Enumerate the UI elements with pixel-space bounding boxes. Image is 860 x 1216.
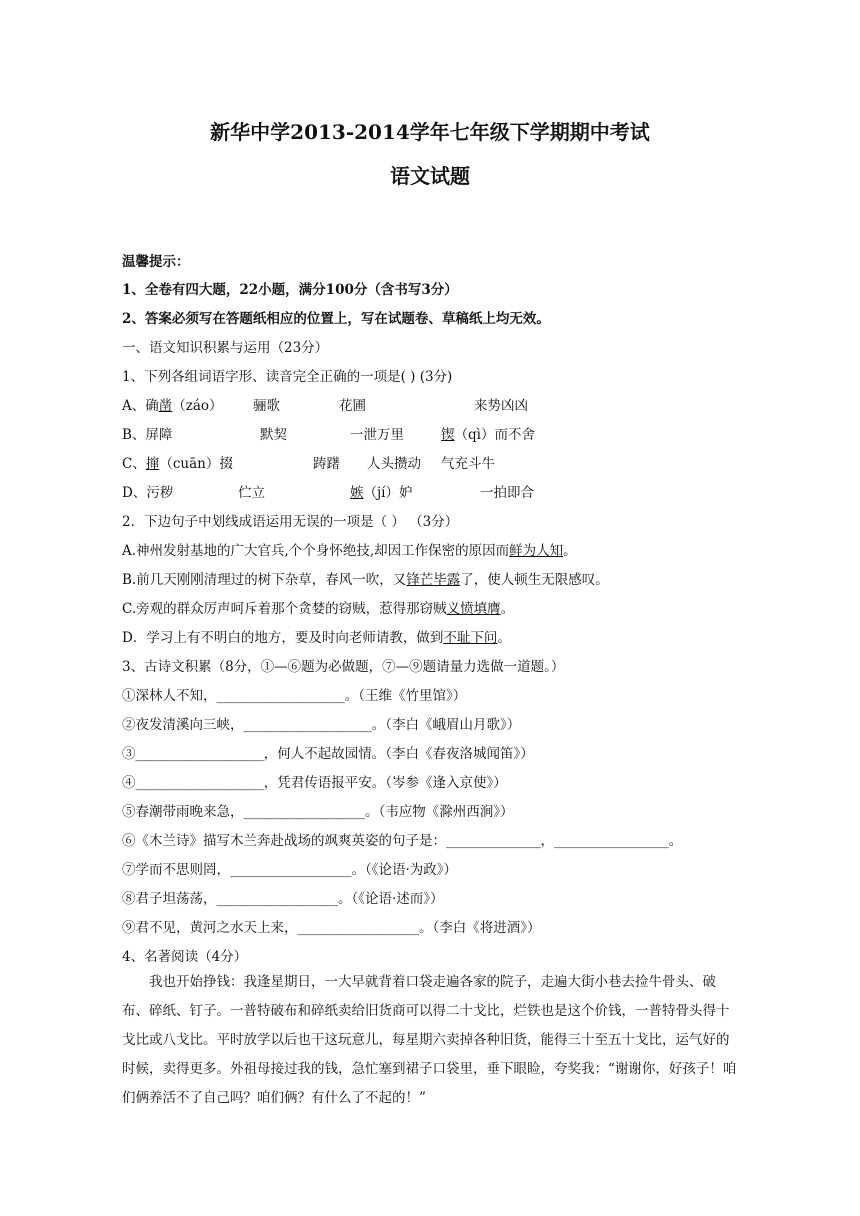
exam-page: 新华中学2013-2014学年七年级下学期期中考试 语文试题 温馨提示： 1、全卷有四大题，22小题，满分100分（含书写3分） 2、答案必须写在答题纸相应的位置上，写在试题卷、草稿纸上均无效。 一、语文知识积累与运用（23分） 1、下列各组词语字形、读音完全正确的一项是( ) (3分) A、确凿（záo） 骊歌 花圃 来势凶凶 B、屏障 默契 一泄万里 锲（qì）而不舍 C、撺（cuān）掇 踌躇 人头攒动 气充斗牛 D、污秽 伫立 嫉（jí）妒 一拍即合 2．下边句子中划线成语运用无误的一项是（ ） （3分） A.神州发射基地的广大官兵,个个身怀绝技,却因工作保密的原因而鲜为人知。 B.前几天刚刚清理过的树下杂草，春风一吹，又锋芒毕露了，使人顿生无限感叹。 C.旁观的群众厉声呵斥着那个贪婪的窃贼，惹得那窃贼义愤填膺。 D．学习上有不明白的地方，要及时向老师请教，做到不耻下问。 3、古诗文积累（8分，①—⑥题为必做题，⑦—⑨题请量力选做一道题。） ①深林人不知，___________________。（王维《竹里馆》） ②夜发清溪向三峡，___________________。（李白《峨眉山月歌》） ③___________________，何人不起故园情。（李白《春夜洛城闻笛》） ④___________________，凭君传语报平安。（岑参《逢入京使》） ⑤春潮带雨晚来急，__________________。（韦应物《滁州西涧》） ⑥《木兰诗》描写木兰奔赴战场的飒爽英姿的句子是：______________，_________________。 ⑦学而不思则罔，__________________。（《论语·为政》） ⑧君子坦荡荡，__________________。（《论语·述而》） ⑨君不见，黄河之水天上来，__________________。（李白《将进酒》） 4、名著阅读（4分） 我也开始挣钱：我逢星期日，一大早就背着口袋走遍各家的院子，走遍大街小巷去捡牛骨头、破布、碎纸、钉子。一普特破布和碎纸卖给旧货商可以得二十戈比，烂铁也是这个价钱，一普特骨头得十戈比或八戈比。平时放学以后也干这玩意儿，每星期六卖掉各种旧货，能得三十至五十戈比，运气好的时候，卖得更多。外祖母接过我的钱，急忙塞到裙子口袋里，垂下眼睑，夸奖我：“谢谢你，好孩子！咱们俩养活不了自己吗？咱们俩？有什么了不起的！”: [0, 0, 860, 1216]
q2-option-b: B.前几天刚刚清理过的树下杂草，春风一吹，又锋芒毕露了，使人顿生无限感叹。: [122, 572, 609, 588]
q2-option-d: D．学习上有不明白的地方，要及时向老师请教，做到不耻下问。: [122, 630, 511, 646]
tips-item-2: 2、答案必须写在答题纸相应的位置上，写在试题卷、草稿纸上均无效。: [122, 311, 550, 327]
tips-heading: 温馨提示：: [122, 254, 190, 270]
q3-stem: 3、古诗文积累（8分，①—⑥题为必做题，⑦—⑨题请量力选做一道题。）: [122, 659, 565, 675]
q3-item: ⑧君子坦荡荡，__________________。（《论语·述而》）: [122, 891, 444, 907]
tips-item-1: 1、全卷有四大题，22小题，满分100分（含书写3分）: [122, 282, 458, 298]
q2-option-a: A.神州发射基地的广大官兵,个个身怀绝技,却因工作保密的原因而鲜为人知。: [122, 543, 577, 559]
q3-item: ④___________________，凭君传语报平安。（岑参《逢入京使》）: [122, 775, 507, 791]
q4-stem: 4、名著阅读（4分）: [122, 949, 248, 965]
q2-stem: 2．下边句子中划线成语运用无误的一项是（ ） （3分）: [122, 514, 459, 530]
q2-option-c: C.旁观的群众厉声呵斥着那个贪婪的窃贼，惹得那窃贼义愤填膺。: [122, 601, 515, 617]
exam-title: 新华中学2013-2014学年七年级下学期期中考试: [210, 120, 650, 144]
q3-item: ②夜发清溪向三峡，___________________。（李白《峨眉山月歌》）: [122, 717, 521, 733]
q3-item: ⑥《木兰诗》描写木兰奔赴战场的飒爽英姿的句子是：______________，_________________。: [122, 833, 683, 849]
section-1-heading: 一、语文知识积累与运用（23分）: [122, 340, 329, 356]
q3-item: ①深林人不知，___________________。（王维《竹里馆》）: [122, 688, 467, 704]
q3-item: ③___________________，何人不起故园情。（李白《春夜洛城闻笛》）: [122, 746, 534, 762]
q3-item: ⑨君不见，黄河之水天上来，__________________。（李白《将进酒》）: [122, 920, 541, 936]
q4-passage: 我也开始挣钱：我逢星期日，一大早就背着口袋走遍各家的院子，走遍大街小巷去捡牛骨头、破布、碎纸、钉子。一普特破布和碎纸卖给旧货商可以得二十戈比，烂铁也是这个价钱，一普特骨头得十戈比或八戈比。平时放学以后也干这玩意儿，每星期六卖掉各种旧货，能得三十至五十戈比，运气好的时候，卖得更多。外祖母接过我的钱，急忙塞到裙子口袋里，垂下眼睑，夸奖我：“谢谢你，好孩子！咱们俩养活不了自己吗？咱们俩？有什么了不起的！”: [122, 974, 737, 1106]
exam-subtitle: 语文试题: [390, 164, 470, 188]
q1-stem: 1、下列各组词语字形、读音完全正确的一项是( ) (3分): [122, 369, 453, 385]
q3-item: ⑦学而不思则罔，__________________。（《论语·为政》）: [122, 862, 458, 878]
q3-item: ⑤春潮带雨晚来急，__________________。（韦应物《滁州西涧》）: [122, 804, 514, 820]
